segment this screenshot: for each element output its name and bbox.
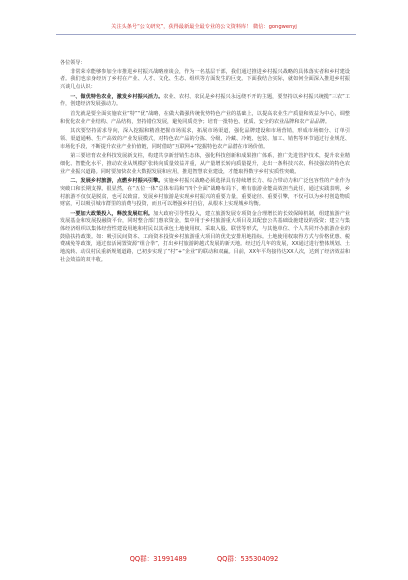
paragraph-7: [60, 211, 350, 265]
header-banner: 关注头条号“公文研究”，获得最新最全最专业的公文资料库！ 微信：gongwenyj: [111, 24, 297, 30]
paragraph-text: 实施乡村振兴战略必须选择具有持续增长力、综合带动力和广泛包容性的产业作为突破口和长期支撑。很显然，在“五位一体”总体布局和“四个全面”战略布局下，唯有旅游业能高效担当此任，通过实践表明，乡村旅游不仅仅是脱贫，也可以致富。发展乡村旅游是实现乡村振兴的重要力量，重要途径、重要引擎，不仅可以为乡村创造物质财富，可以吸引城市群里的消费与投资，而且可以增强乡村自信，从根本上实现城乡均衡。: [60, 178, 350, 208]
footer-qq-group-1: QQ群：31991489: [129, 555, 187, 563]
subsection-heading-1: 一要加大政策投入，释放发展红利。: [70, 210, 154, 217]
paragraph-1: [60, 69, 350, 92]
paragraph-5: [60, 153, 350, 176]
greeting: 各位领导：: [60, 60, 86, 66]
paragraph-text: 非常荣幸能够参加全市推进乡村振兴战略座谈会，作为一名基层干部，我们通过推进乡村振兴战略的具体落实者和乡村建设者。我们也亲身经历了乡村在产业、人才、文化、生态、组织等方面发生的巨变。下面我结合实际，就如何全面深入推进乡村振兴谈几点认识：: [60, 68, 350, 90]
paragraph-2: [60, 94, 350, 109]
paragraph-text: 其次要坚持需求导向，深入挖掘和精准把握市场需求，拓展市场渠道，强化品牌建设和市场营销，形成市场细分、订单引领、渠道通畅、生产高效的产业发展模式，对特色农产品的分拣、分级、冷藏、冷链、包装、加工、销售等环节通过行业规范、市场化手段，不断提升农业产业价值链，同时借助“互联网+”挖掘特色农产品潜在市场价值。: [60, 128, 350, 150]
footer-contact: [0, 555, 408, 564]
section-heading-1: 一、做优特色农业，激发乡村振兴活力。: [70, 93, 164, 100]
footer-qq-group-2: QQ群：535304092: [216, 555, 279, 563]
paragraph-text: 加大政府引导性投入，建立旅游发展专项资金合理增长的长效保障机制，组建旅游产业发展基金和发展投融资平台，同时整合部门惠农资金，集中用于乡村旅游重大项目及其配套公共基础设施建设的投资；建立与集体经济组织以集体经营性建设用地和村民以其承包土地使用权、采取入股、联营等形式，与其他单位、个人共同开办旅游企业的鼓励扶持政策。如：吸引民间资本、工商资本投资乡村旅游重大项目的优先安排用地指标。土地使用权取得方式与价格优惠、税费减免等政策，通过盘活闲置资源“组合拳”，打出乡村旅游跨越式发展的新天地。经过近几年的发展，XX通过进行整体规划、土地流转、动员村民重新规划道路，已初步实现了“村”+“企业”的联动和双赢。目前，XX年平均接待达XX人次，达到了经济效益和社会效益的双丰收。: [60, 210, 350, 263]
header-divider: [56, 34, 356, 35]
paragraph-text: 农业、农村、农民是乡村振兴永远绕不开的主题，要坚持以乡村振兴统揽“三农”工作，创建经济发展强动力。: [60, 93, 350, 108]
paragraph-text: 第三要培育农业科技发展新支柱，构建共享新营销生态体，强化科技创新和成果推广体系，推广先进管护技术，提升农业精细化、智能化水平，推动农业从规模扩张转向质量效益并重，从产量增长转向质量提升，走出一条科技兴农、科技强农的特色农业产业振兴道路。同时要加快农业大数据发展和应用，推进智慧农业建设，才能取得数字乡村实质性突破。: [60, 153, 350, 175]
paragraph-4: [60, 128, 350, 151]
document-body: [60, 60, 350, 266]
paragraph-3: [60, 111, 350, 126]
section-heading-2: 二、发展乡村旅游，点燃乡村振兴引擎。: [70, 178, 164, 185]
paragraph-6: [60, 178, 350, 209]
paragraph-text: 首先就是要全面实施农业“特”“优”战略，在做大做强传统优势特色产业的基础上，以提高农业生产质量和效益为中心，调整和优化农业产业结构、产品结构，坚持错位发展，避免同质竞争；培育一批特色、优质、安全的农业品牌和农产品品牌。: [60, 110, 350, 125]
